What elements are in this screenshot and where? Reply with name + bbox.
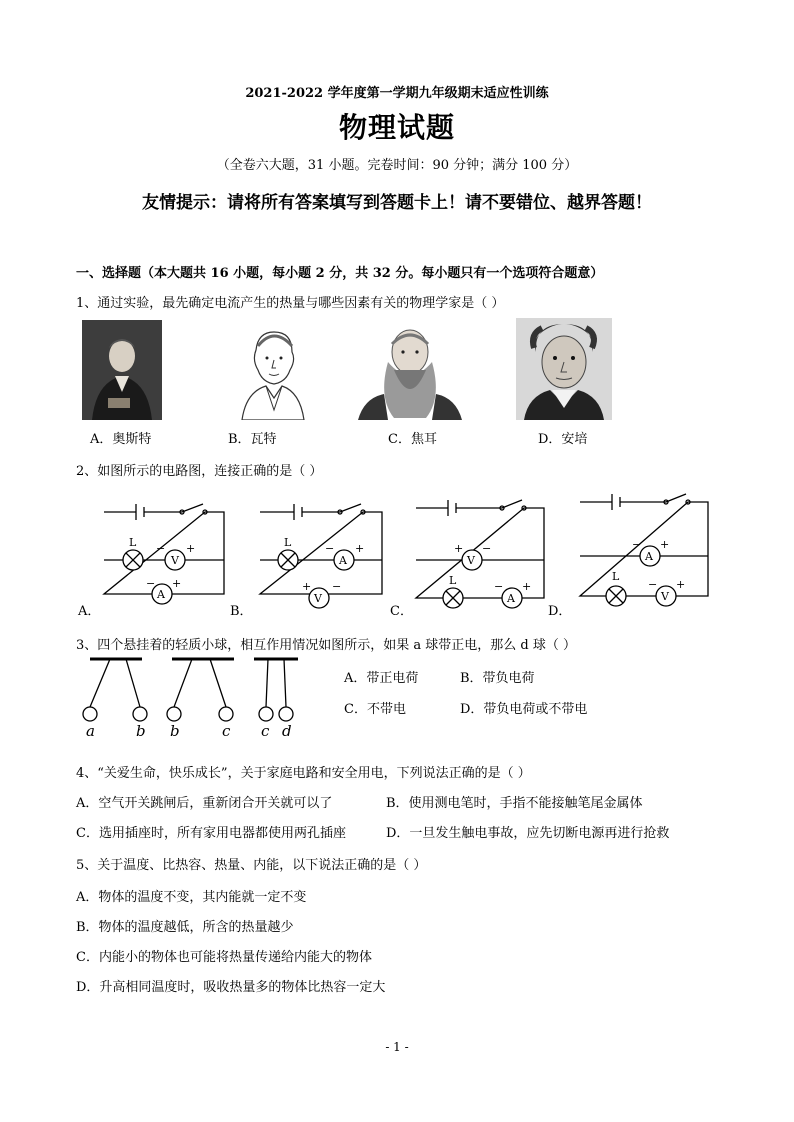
q3-option-d[interactable]: D．带负电荷或不带电 xyxy=(460,702,588,717)
portrait-watt xyxy=(236,320,310,420)
question-3: 3、四个悬挂着的轻质小球，相互作用情况如图所示，如果 a 球带正电，那么 d 球（ ） xyxy=(76,638,577,653)
q4-option-a[interactable]: A．空气开关跳闸后，重新闭合开关就可以了 xyxy=(76,796,333,811)
svg-text:V: V xyxy=(467,554,475,567)
q1-option-d[interactable]: D．安培 xyxy=(538,432,588,447)
svg-text:A: A xyxy=(507,592,515,605)
svg-text:L: L xyxy=(284,536,292,549)
q3-ball-diagram xyxy=(76,654,316,740)
question-2: 2、如图所示的电路图，连接正确的是（ ） xyxy=(76,464,323,479)
svg-text:V: V xyxy=(661,590,669,603)
svg-text:+: + xyxy=(454,542,464,555)
q2-option-c[interactable]: C． xyxy=(390,604,413,619)
q2-option-b[interactable]: B． xyxy=(230,604,253,619)
question-1: 1、通过实验，最先确定电流产生的热量与哪些因素有关的物理学家是（ ） xyxy=(76,296,505,311)
svg-text:−: − xyxy=(648,578,658,591)
svg-text:+: + xyxy=(676,578,686,591)
ball-label-d: d xyxy=(282,722,292,740)
q5-option-d[interactable]: D．升高相同温度时，吸收热量多的物体比热容一定大 xyxy=(76,980,386,995)
svg-text:A: A xyxy=(645,550,653,563)
section-heading: 一、选择题（本大题共 16 小题，每小题 2 分，共 32 分。每小题只有一个选项符合题意） xyxy=(76,266,604,281)
ball-label-c: c xyxy=(222,722,231,740)
q1-option-a[interactable]: A．奥斯特 xyxy=(90,432,152,447)
ball-label-b: b xyxy=(136,722,146,740)
portrait-joule xyxy=(358,318,462,420)
svg-text:V: V xyxy=(314,592,322,605)
q3-option-b[interactable]: B．带负电荷 xyxy=(460,671,535,686)
ball-label-a: a xyxy=(86,722,95,740)
question-5: 5、关于温度、比热容、热量、内能，以下说法正确的是（ ） xyxy=(76,858,427,873)
q3-option-c[interactable]: C．不带电 xyxy=(344,702,406,717)
q4-option-c[interactable]: C．选用插座时，所有家用电器都使用两孔插座 xyxy=(76,826,346,841)
q2-option-d[interactable]: D． xyxy=(548,604,572,619)
svg-text:−: − xyxy=(482,542,492,555)
svg-text:+: + xyxy=(172,577,182,590)
q5-option-a[interactable]: A．物体的温度不变，其内能就一定不变 xyxy=(76,890,307,905)
q2-option-a[interactable]: A． xyxy=(78,604,101,619)
svg-text:L: L xyxy=(612,570,620,583)
q4-option-b[interactable]: B．使用测电笔时，手指不能接触笔尾金属体 xyxy=(386,796,643,811)
q3-option-a[interactable]: A．带正电荷 xyxy=(344,671,419,686)
exam-info: （全卷六大题，31 小题。完卷时间：90 分钟；满分 100 分） xyxy=(216,158,578,173)
svg-text:+: + xyxy=(186,542,196,555)
svg-text:−: − xyxy=(494,580,504,593)
svg-text:−: − xyxy=(632,538,642,551)
q1-option-c[interactable]: C．焦耳 xyxy=(388,432,437,447)
exam-subtitle: 2021-2022 学年度第一学期九年级期末适应性训练 xyxy=(245,86,549,101)
svg-text:−: − xyxy=(146,577,156,590)
svg-text:+: + xyxy=(660,538,670,551)
ball-label-c: c xyxy=(261,722,270,740)
portrait-ampere xyxy=(516,318,612,420)
svg-text:−: − xyxy=(325,542,335,555)
svg-text:L: L xyxy=(449,574,457,587)
q4-option-d[interactable]: D．一旦发生触电事故，应先切断电源再进行抢救 xyxy=(386,826,670,841)
friendly-tip: 友情提示：请将所有答案填写到答题卡上！请不要错位、越界答题！ xyxy=(142,193,652,213)
svg-text:−: − xyxy=(332,580,342,593)
circuit-d xyxy=(580,494,708,606)
svg-text:+: + xyxy=(522,580,532,593)
q5-option-c[interactable]: C．内能小的物体也可能将热量传递给内能大的物体 xyxy=(76,950,372,965)
svg-text:A: A xyxy=(339,554,347,567)
voltmeter-label: V xyxy=(171,554,179,567)
portrait-oersted xyxy=(82,320,162,420)
page-number: - 1 - xyxy=(385,1040,409,1054)
q1-option-b[interactable]: B．瓦特 xyxy=(228,432,277,447)
svg-text:+: + xyxy=(355,542,365,555)
ball-label-b: b xyxy=(170,722,180,740)
q5-option-b[interactable]: B．物体的温度越低，所含的热量越少 xyxy=(76,920,294,935)
question-4: 4、“关爱生命，快乐成长”，关于家庭电路和安全用电，下列说法正确的是（ ） xyxy=(76,766,531,781)
page-title: 物理试题 xyxy=(338,111,455,144)
svg-text:−: − xyxy=(156,542,166,555)
ammeter-label: A xyxy=(157,588,165,601)
svg-text:+: + xyxy=(302,580,312,593)
lamp-label: L xyxy=(129,536,137,549)
